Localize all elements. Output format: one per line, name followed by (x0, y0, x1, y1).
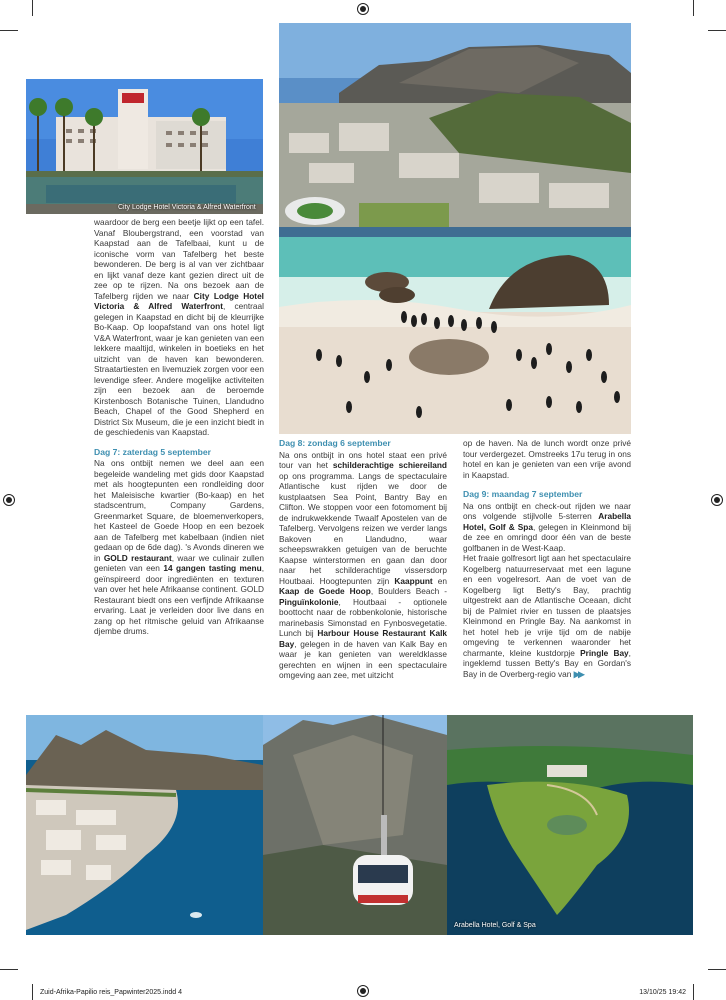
cape-town-aerial-photo (279, 23, 631, 237)
paragraph: Na ons ontbijt en check-out rijden we naar ons volgende stijlvolle 5-sterren Arabella Hotel, Golf & Spa, gelegen in Kleinmond bij de zee en omringd door één van de beste golfbanen in de West-Kaap. (463, 500, 631, 553)
registration-mark (711, 494, 723, 506)
continue-arrow-icon: ▶▶ (573, 668, 583, 679)
paragraph: waardoor de berg een beetje lijkt op een tafel. Vanaf Bloubergstrand, een voorstad van Kaapstad aan de Tafelbaai, kunt u de iconische vorm van Tafelberg het beste bewonderen. De berg is al van ver zichtbaar en lijkt vanaf deze kant gezien direct uit de zee op te rijzen. Na ons bezoek aan de Tafelberg rijden we naar City Lodge Hotel Victoria & Alfred Waterfront, centraal gelegen in Kaapstad en dicht bij de kleurrijke Bo-Kaap. Op loopafstand van ons hotel ligt V&A Waterfront, waar je kan genieten van een lekkere maaltijd, winkelen in boetieks en het uitzicht van de haven kan bewonderen. Straatartiesten en livemuziek zorgen voor een levendige sfeer. Andere mogelijke activiteiten zijn een bezoek aan de beroemde Kirstenbosch Botanische Tuinen, Llandudno Beach, Chapel of the Good Shepherd en District Six Museum, die je een inzicht biedt in de geschiedenis van Kaapstad. (94, 217, 264, 437)
crop-mark (708, 30, 726, 31)
footer-file-slug: Zuid-Afrika-Papilio reis_Papwinter2025.indd 4 (40, 989, 183, 996)
day-8-heading: Dag 8: zondag 6 september (279, 438, 391, 448)
paragraph: op de haven. Na de lunch wordt onze privé tour verdergezet. Omstreeks 17u terug in ons hotel en kan je genieten van een vrije avond in Kaapstad. (463, 438, 631, 480)
crop-mark (32, 984, 33, 1000)
paragraph: Na ons ontbijt nemen we deel aan een begeleide wandeling met gids door Kaapstad met als hoogtepunten een rondleiding door het Maleisische kwartier (Bo-kaap) en het stadscentrum, Company Gardens, Greenmarket Square, de bloemenverkopers, het Kasteel de Goede Hoop en een bezoek aan de Tafelberg met kabelbaan (indien niet gedaan op de 6de dag). 's Avonds dineren we in GOLD restaurant, waar we culinair zullen genieten van een 14 gangen tasting menu, geïnspireerd door ingrediënten en texturen van over het hele Afrikaanse continent. GOLD Restaurant biedt ons een verfijnde Afrikaanse ervaring. Laat je verleiden door live dans en zang op het ritmische geluid van Afrikaanse djembe drums. (94, 458, 264, 636)
text-column-1 (94, 217, 264, 637)
arabella-golf-photo (447, 715, 693, 935)
paragraph: Na ons ontbijt in ons hotel staat een privé tour van het schilderachtige schiereiland op ons programma. Langs de spectaculaire Atlantische kust rijden we door de kustplaatsen Sea Point, Bantry Bay en Clifton. We stoppen voor een fotomoment bij de indrukwekkende Twaalf Apostelen van de Tafelberg. Vervolgens reizen we verder langs Bakoven en Llandudno, waar scheepswrakken getuigen van de beruchte Kaapse winterstormen en gaan dan door naar het schilderachtige vissersdorp Houtbaai. Hoogtepunten zijn Kaappunt en Kaap de Goede Hoop, Boulders Beach - Pinguïnkolonie, Houtbaai - optionele boottocht naar de robbenkolonie, historische marinebasis Simonstad en Fynbosvegetatie. Lunch bij Harbour House Restaurant Kalk Bay, gelegen in de haven van Kalk Bay en waar je kan genieten van wereldklasse gerechten en wijnen in een spectaculaire omgeving aan zee, met uitzicht (279, 449, 448, 680)
registration-mark (357, 985, 369, 997)
crop-mark (32, 0, 33, 16)
registration-mark (3, 494, 15, 506)
footer-date-slug: 13/10/25 19:42 (639, 989, 686, 996)
registration-mark (357, 3, 369, 15)
hotel-photo (26, 79, 263, 214)
crop-mark (693, 0, 694, 16)
crop-mark (693, 984, 694, 1000)
crop-mark (0, 969, 18, 970)
text-column-3 (463, 438, 631, 679)
text-column-2 (279, 438, 447, 681)
crop-mark (0, 30, 18, 31)
arabella-photo-caption: Arabella Hotel, Golf & Spa (454, 922, 536, 929)
hotel-photo-caption: City Lodge Hotel Victoria & Alfred Waterfront (118, 204, 256, 211)
day-7-heading: Dag 7: zaterdag 5 september (94, 446, 212, 457)
penguin-beach-photo (279, 237, 631, 434)
day-9-heading: Dag 9: maandag 7 september (463, 489, 583, 499)
cable-car-photo (263, 715, 447, 935)
paragraph: Het fraaie golfresort ligt aan het spectaculaire Kogelberg natuurreservaat met een lagune en een vogelresort. Aan de voet van de Kogelberg ligt Betty's Bay, prachtig uitgestrekt aan de Atlantische Oceaan, dicht bij de Palmiet rivier en tussen de plaatsjes Kleinmond en Pringle Bay. Na aankomst in het hotel heb je vrije tijd om de nabije omgeving te verkennen waaronder het charmante, kleine kustdorpje Pringle Bay, ingeklemd tussen Betty's Bay en Gordan's Bay in de Overberg-regio van ▶▶ (463, 553, 631, 679)
crop-mark (708, 969, 726, 970)
coastline-aerial-photo (26, 715, 263, 935)
